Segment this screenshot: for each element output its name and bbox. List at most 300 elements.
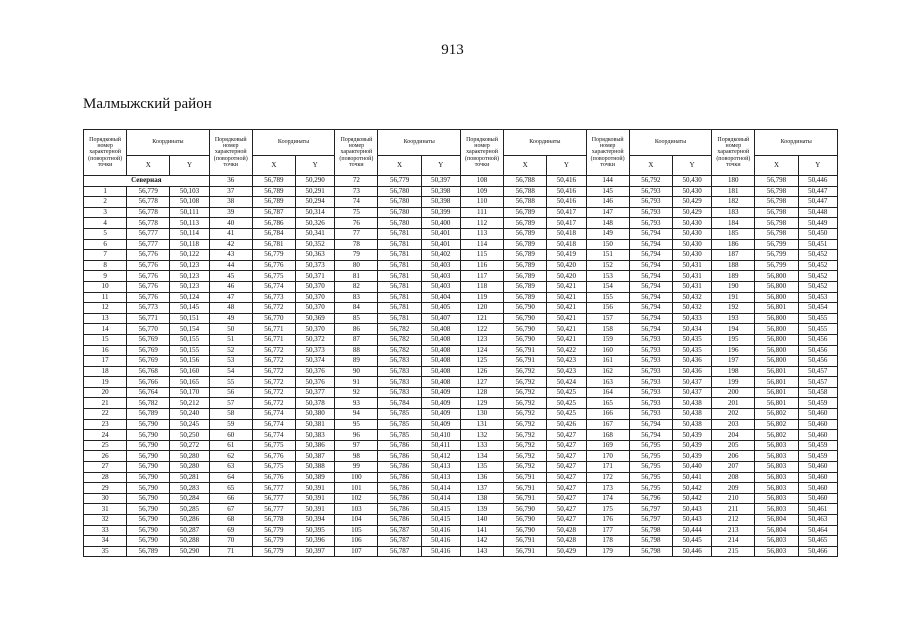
x-cell: 56,776	[127, 292, 170, 303]
point-number-cell: 208	[712, 472, 755, 483]
point-number-cell: 211	[712, 504, 755, 515]
x-cell: 56,781	[378, 281, 421, 292]
x-cell: 56,789	[127, 546, 170, 557]
y-cell: 50,430	[672, 186, 711, 197]
x-cell: 56,771	[252, 324, 295, 335]
y-cell: 50,250	[170, 430, 209, 441]
y-cell: 50,460	[798, 462, 837, 473]
point-number-cell: 105	[335, 525, 378, 536]
table-row	[84, 218, 838, 229]
x-cell: 56,792	[504, 430, 547, 441]
point-number-cell: 168	[586, 430, 629, 441]
point-number-cell: 191	[712, 292, 755, 303]
y-cell: 50,400	[421, 218, 460, 229]
y-cell: 50,113	[170, 218, 209, 229]
y-cell: 50,418	[547, 228, 586, 239]
y-cell: 50,124	[170, 292, 209, 303]
y-cell: 50,427	[547, 493, 586, 504]
x-cell: 56,803	[755, 462, 798, 473]
point-number-cell: 17	[84, 356, 127, 367]
y-cell: 50,272	[170, 440, 209, 451]
x-cell: 56,787	[378, 536, 421, 547]
x-cell: 56,802	[755, 419, 798, 430]
x-cell: 56,791	[504, 356, 547, 367]
y-cell: 50,425	[547, 398, 586, 409]
x-cell: 56,776	[252, 260, 295, 271]
point-number-cell: 205	[712, 440, 755, 451]
point-number-cell: 23	[84, 419, 127, 430]
point-number-cell: 68	[209, 515, 252, 526]
y-cell: 50,290	[296, 176, 335, 187]
x-cell: 56,776	[127, 250, 170, 261]
x-cell: 56,776	[252, 472, 295, 483]
point-number-cell: 124	[460, 345, 503, 356]
y-cell: 50,388	[296, 462, 335, 473]
y-cell: 50,420	[547, 260, 586, 271]
point-number-cell: 95	[335, 419, 378, 430]
y-cell: 50,452	[798, 260, 837, 271]
point-number-cell: 125	[460, 356, 503, 367]
point-number-cell: 77	[335, 228, 378, 239]
table-row	[84, 409, 838, 420]
point-number-cell: 184	[712, 218, 755, 229]
x-cell: 56,794	[629, 271, 672, 282]
x-cell: 56,791	[504, 493, 547, 504]
y-cell: 50,372	[296, 334, 335, 345]
y-cell: 50,427	[547, 504, 586, 515]
y-cell: 50,421	[547, 292, 586, 303]
x-cell: 56,787	[378, 546, 421, 557]
point-number-cell: 154	[586, 281, 629, 292]
x-cell: 56,777	[252, 493, 295, 504]
y-cell: 50,430	[672, 176, 711, 187]
point-number-cell: 86	[335, 324, 378, 335]
x-cell: 56,781	[378, 239, 421, 250]
y-cell: 50,436	[672, 356, 711, 367]
x-cell: 56,789	[504, 250, 547, 261]
y-header: Y	[296, 156, 335, 176]
table-row	[84, 462, 838, 473]
y-cell: 50,425	[547, 387, 586, 398]
y-cell: 50,438	[672, 419, 711, 430]
x-cell: 56,789	[504, 218, 547, 229]
y-cell: 50,411	[421, 440, 460, 451]
x-cell: 56,777	[252, 504, 295, 515]
point-number-cell: 66	[209, 493, 252, 504]
x-cell: 56,790	[127, 493, 170, 504]
point-number-cell: 60	[209, 430, 252, 441]
x-cell: 56,794	[629, 313, 672, 324]
y-cell: 50,434	[672, 324, 711, 335]
point-number-cell: 61	[209, 440, 252, 451]
x-cell: 56,784	[252, 228, 295, 239]
y-cell: 50,408	[421, 356, 460, 367]
x-cell: 56,798	[755, 228, 798, 239]
x-cell: 56,790	[127, 504, 170, 515]
table-row	[84, 398, 838, 409]
y-header: Y	[547, 156, 586, 176]
point-number-cell: 170	[586, 451, 629, 462]
x-cell: 56,772	[252, 356, 295, 367]
point-number-cell: 96	[335, 430, 378, 441]
x-cell: 56,789	[504, 207, 547, 218]
point-number-cell: 128	[460, 387, 503, 398]
y-cell: 50,403	[421, 281, 460, 292]
x-cell: 56,786	[252, 218, 295, 229]
point-number-cell: 197	[712, 356, 755, 367]
y-cell: 50,427	[547, 472, 586, 483]
point-number-cell: 161	[586, 356, 629, 367]
point-number-cell: 20	[84, 387, 127, 398]
point-number-cell: 48	[209, 303, 252, 314]
y-cell: 50,155	[170, 334, 209, 345]
y-cell: 50,447	[798, 186, 837, 197]
x-cell: 56,790	[127, 515, 170, 526]
point-number-cell: 89	[335, 356, 378, 367]
x-cell: 56,770	[252, 313, 295, 324]
y-cell: 50,425	[547, 409, 586, 420]
point-number-cell: 135	[460, 462, 503, 473]
y-cell: 50,410	[421, 430, 460, 441]
x-cell: 56,794	[629, 239, 672, 250]
table-row	[84, 472, 838, 483]
x-cell: 56,803	[755, 472, 798, 483]
point-number-cell: 91	[335, 377, 378, 388]
x-cell: 56,766	[127, 377, 170, 388]
x-cell: 56,781	[378, 271, 421, 282]
point-number-cell: 189	[712, 271, 755, 282]
y-cell: 50,407	[421, 313, 460, 324]
point-number-cell: 179	[586, 546, 629, 557]
x-cell: 56,800	[755, 271, 798, 282]
x-cell: 56,795	[629, 440, 672, 451]
y-cell: 50,403	[421, 260, 460, 271]
x-cell: 56,804	[755, 525, 798, 536]
point-number-cell: 119	[460, 292, 503, 303]
point-number-cell: 56	[209, 387, 252, 398]
x-cell: 56,793	[629, 356, 672, 367]
point-number-cell: 41	[209, 228, 252, 239]
table-row	[84, 176, 838, 187]
x-cell: 56,793	[629, 398, 672, 409]
y-cell: 50,427	[547, 462, 586, 473]
point-number-header: Порядковый номер характерной (поворотной) точки	[586, 130, 629, 176]
point-number-cell: 58	[209, 409, 252, 420]
point-number-cell: 183	[712, 207, 755, 218]
table-header	[84, 130, 838, 176]
point-number-cell: 178	[586, 536, 629, 547]
section-label: Северная	[84, 176, 210, 187]
point-number-cell: 73	[335, 186, 378, 197]
point-number-cell: 50	[209, 324, 252, 335]
y-header: Y	[421, 156, 460, 176]
x-cell: 56,800	[755, 324, 798, 335]
x-cell: 56,772	[252, 398, 295, 409]
table-row	[84, 366, 838, 377]
point-number-cell: 94	[335, 409, 378, 420]
x-cell: 56,789	[504, 271, 547, 282]
point-number-cell: 113	[460, 228, 503, 239]
x-cell: 56,773	[252, 292, 295, 303]
x-cell: 56,801	[755, 398, 798, 409]
point-number-header: Порядковый номер характерной (поворотной) точки	[460, 130, 503, 176]
point-number-cell: 129	[460, 398, 503, 409]
table-row	[84, 303, 838, 314]
point-number-cell: 141	[460, 525, 503, 536]
x-cell: 56,789	[252, 186, 295, 197]
table-row	[84, 536, 838, 547]
y-cell: 50,459	[798, 451, 837, 462]
y-cell: 50,151	[170, 313, 209, 324]
y-cell: 50,403	[421, 271, 460, 282]
table-row	[84, 281, 838, 292]
x-cell: 56,793	[629, 186, 672, 197]
point-number-cell: 80	[335, 260, 378, 271]
point-number-cell: 137	[460, 483, 503, 494]
x-cell: 56,790	[127, 483, 170, 494]
point-number-header: Порядковый номер характерной (поворотной) точки	[209, 130, 252, 176]
point-number-header: Порядковый номер характерной (поворотной) точки	[712, 130, 755, 176]
x-cell: 56,775	[252, 462, 295, 473]
point-number-cell: 51	[209, 334, 252, 345]
y-cell: 50,417	[547, 207, 586, 218]
y-cell: 50,438	[672, 409, 711, 420]
y-cell: 50,426	[547, 419, 586, 430]
y-cell: 50,430	[672, 228, 711, 239]
y-cell: 50,123	[170, 281, 209, 292]
y-cell: 50,455	[798, 324, 837, 335]
point-number-cell: 188	[712, 260, 755, 271]
point-number-cell: 26	[84, 451, 127, 462]
y-cell: 50,352	[296, 239, 335, 250]
point-number-cell: 39	[209, 207, 252, 218]
y-cell: 50,457	[798, 377, 837, 388]
y-header: Y	[798, 156, 837, 176]
x-cell: 56,772	[252, 387, 295, 398]
point-number-cell: 173	[586, 483, 629, 494]
point-number-cell: 140	[460, 515, 503, 526]
y-cell: 50,291	[296, 186, 335, 197]
x-cell: 56,778	[127, 218, 170, 229]
y-cell: 50,414	[421, 483, 460, 494]
x-cell: 56,790	[504, 303, 547, 314]
y-cell: 50,427	[547, 430, 586, 441]
x-cell: 56,780	[378, 186, 421, 197]
point-number-cell: 22	[84, 409, 127, 420]
x-cell: 56,781	[378, 313, 421, 324]
point-number-cell: 126	[460, 366, 503, 377]
x-cell: 56,793	[629, 197, 672, 208]
x-cell: 56,782	[378, 324, 421, 335]
point-number-cell: 37	[209, 186, 252, 197]
y-cell: 50,439	[672, 451, 711, 462]
x-cell: 56,771	[127, 313, 170, 324]
point-number-cell: 123	[460, 334, 503, 345]
x-cell: 56,790	[504, 334, 547, 345]
point-number-cell: 193	[712, 313, 755, 324]
y-cell: 50,370	[296, 324, 335, 335]
y-cell: 50,408	[421, 366, 460, 377]
x-cell: 56,801	[755, 366, 798, 377]
x-cell: 56,791	[504, 546, 547, 557]
x-cell: 56,788	[504, 176, 547, 187]
y-cell: 50,165	[170, 377, 209, 388]
coordinates-header: Координаты	[504, 130, 586, 156]
y-cell: 50,438	[672, 398, 711, 409]
point-number-cell: 69	[209, 525, 252, 536]
table-row	[84, 313, 838, 324]
y-cell: 50,421	[547, 324, 586, 335]
table-row	[84, 197, 838, 208]
point-number-cell: 43	[209, 250, 252, 261]
table-row	[84, 515, 838, 526]
point-number-cell: 106	[335, 536, 378, 547]
x-cell: 56,790	[504, 324, 547, 335]
x-cell: 56,776	[127, 271, 170, 282]
y-cell: 50,409	[421, 419, 460, 430]
point-number-cell: 31	[84, 504, 127, 515]
y-cell: 50,420	[547, 271, 586, 282]
x-cell: 56,792	[504, 377, 547, 388]
point-number-cell: 8	[84, 260, 127, 271]
point-number-cell: 16	[84, 345, 127, 356]
x-cell: 56,781	[252, 239, 295, 250]
point-number-cell: 52	[209, 345, 252, 356]
x-cell: 56,781	[378, 228, 421, 239]
x-cell: 56,800	[755, 334, 798, 345]
y-cell: 50,435	[672, 345, 711, 356]
y-cell: 50,402	[421, 250, 460, 261]
point-number-cell: 151	[586, 250, 629, 261]
point-number-cell: 87	[335, 334, 378, 345]
y-cell: 50,437	[672, 377, 711, 388]
table-row	[84, 483, 838, 494]
y-cell: 50,427	[547, 440, 586, 451]
x-cell: 56,801	[755, 387, 798, 398]
y-cell: 50,398	[421, 186, 460, 197]
point-number-cell: 198	[712, 366, 755, 377]
x-cell: 56,790	[504, 525, 547, 536]
y-cell: 50,443	[672, 504, 711, 515]
y-cell: 50,415	[421, 504, 460, 515]
y-cell: 50,421	[547, 313, 586, 324]
y-cell: 50,443	[672, 515, 711, 526]
point-number-cell: 83	[335, 292, 378, 303]
x-header: X	[629, 156, 672, 176]
point-number-cell: 199	[712, 377, 755, 388]
point-number-cell: 145	[586, 186, 629, 197]
y-cell: 50,427	[547, 515, 586, 526]
y-cell: 50,424	[547, 377, 586, 388]
y-cell: 50,464	[798, 525, 837, 536]
x-header: X	[755, 156, 798, 176]
y-cell: 50,294	[296, 197, 335, 208]
point-number-cell: 32	[84, 515, 127, 526]
x-cell: 56,781	[378, 260, 421, 271]
y-cell: 50,396	[296, 536, 335, 547]
y-cell: 50,108	[170, 197, 209, 208]
point-number-cell: 21	[84, 398, 127, 409]
point-number-cell: 93	[335, 398, 378, 409]
coordinates-header: Координаты	[127, 130, 209, 156]
y-cell: 50,394	[296, 515, 335, 526]
y-cell: 50,442	[672, 483, 711, 494]
y-cell: 50,381	[296, 419, 335, 430]
x-cell: 56,764	[127, 387, 170, 398]
x-cell: 56,774	[252, 409, 295, 420]
x-cell: 56,778	[252, 515, 295, 526]
x-cell: 56,803	[755, 504, 798, 515]
point-number-cell: 158	[586, 324, 629, 335]
y-cell: 50,444	[672, 525, 711, 536]
coordinates-header: Координаты	[252, 130, 334, 156]
x-cell: 56,784	[378, 398, 421, 409]
point-number-cell: 152	[586, 260, 629, 271]
table-row	[84, 345, 838, 356]
x-cell: 56,783	[378, 387, 421, 398]
point-number-cell: 25	[84, 440, 127, 451]
y-cell: 50,437	[672, 387, 711, 398]
y-cell: 50,397	[421, 176, 460, 187]
x-cell: 56,803	[755, 546, 798, 557]
table-row	[84, 504, 838, 515]
point-number-cell: 196	[712, 345, 755, 356]
y-cell: 50,401	[421, 228, 460, 239]
point-number-cell: 92	[335, 387, 378, 398]
y-cell: 50,429	[547, 546, 586, 557]
x-cell: 56,770	[127, 324, 170, 335]
y-cell: 50,461	[798, 504, 837, 515]
point-number-cell: 33	[84, 525, 127, 536]
y-cell: 50,111	[170, 207, 209, 218]
y-cell: 50,386	[296, 440, 335, 451]
x-cell: 56,792	[504, 387, 547, 398]
y-cell: 50,456	[798, 334, 837, 345]
x-cell: 56,794	[629, 419, 672, 430]
point-number-cell: 165	[586, 398, 629, 409]
point-number-cell: 194	[712, 324, 755, 335]
x-cell: 56,802	[755, 409, 798, 420]
x-cell: 56,793	[629, 334, 672, 345]
x-cell: 56,803	[755, 536, 798, 547]
x-cell: 56,789	[504, 292, 547, 303]
point-number-cell: 192	[712, 303, 755, 314]
x-cell: 56,800	[755, 345, 798, 356]
y-header: Y	[672, 156, 711, 176]
y-cell: 50,418	[547, 239, 586, 250]
point-number-cell: 90	[335, 366, 378, 377]
page-number: 913	[441, 42, 464, 58]
x-cell: 56,792	[504, 398, 547, 409]
point-number-cell: 112	[460, 218, 503, 229]
y-cell: 50,442	[672, 493, 711, 504]
table-row	[84, 440, 838, 451]
point-number-cell: 72	[335, 176, 378, 187]
x-cell: 56,790	[127, 451, 170, 462]
x-cell: 56,801	[755, 303, 798, 314]
y-cell: 50,430	[672, 218, 711, 229]
point-number-cell: 164	[586, 387, 629, 398]
point-number-cell: 4	[84, 218, 127, 229]
y-cell: 50,409	[421, 409, 460, 420]
point-number-cell: 134	[460, 451, 503, 462]
y-cell: 50,460	[798, 419, 837, 430]
point-number-cell: 101	[335, 483, 378, 494]
x-cell: 56,798	[755, 218, 798, 229]
x-cell: 56,798	[755, 176, 798, 187]
x-cell: 56,794	[629, 430, 672, 441]
y-cell: 50,436	[672, 366, 711, 377]
